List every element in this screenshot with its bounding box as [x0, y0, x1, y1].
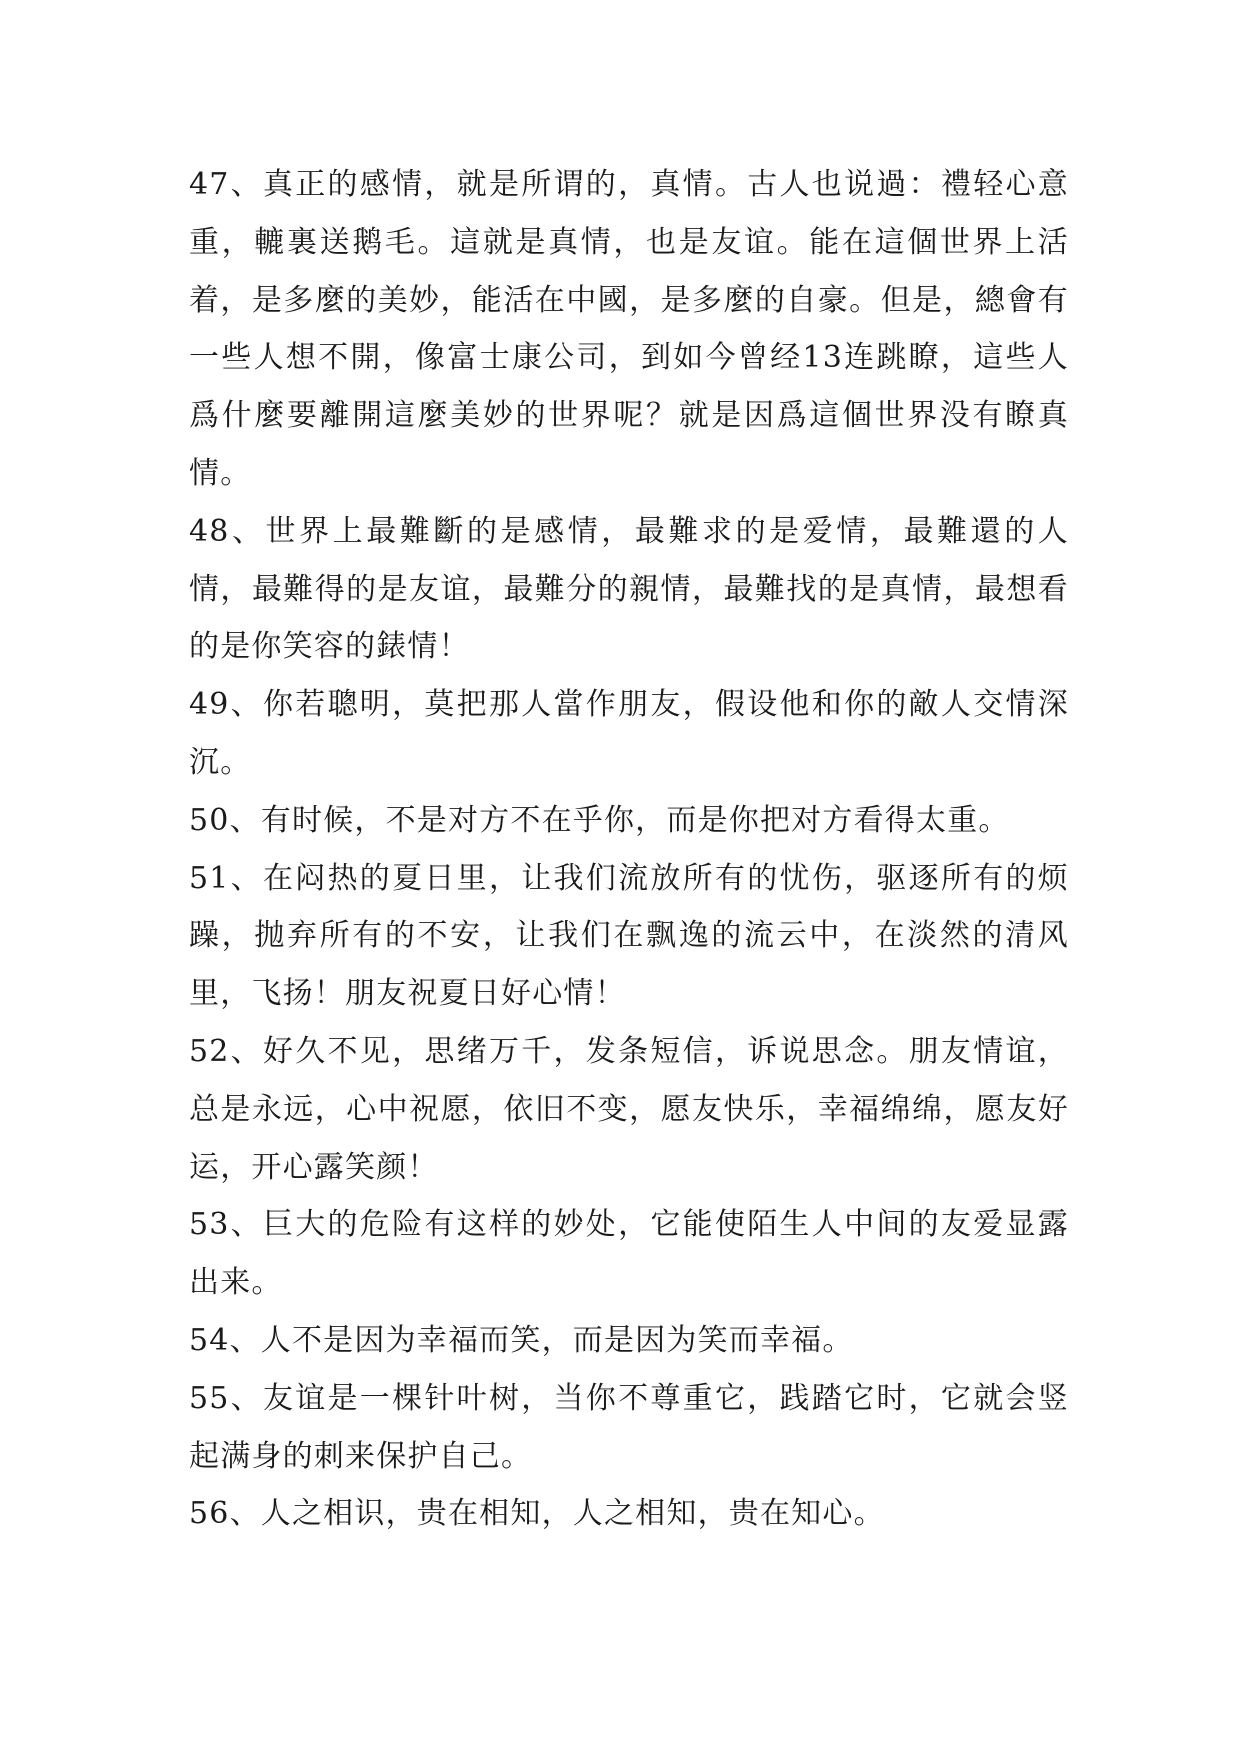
- quote-49: 49、你若聰明，莫把那人當作朋友，假设他和你的敵人交情深沉。: [189, 687, 1069, 780]
- document-body: [189, 156, 1069, 1543]
- quote-50: 50、有时候，不是对方不在乎你，而是你把对方看得太重。: [189, 802, 1010, 838]
- quote-48: 48、世界上最難斷的是感情，最難求的是爱情，最難還的人情，最難得的是友谊，最難分的親情，最難找的是真情，最想看的是你笑容的錶情！: [189, 513, 1069, 665]
- quote-54: 54、人不是因为幸福而笑，而是因为笑而幸福。: [189, 1322, 854, 1358]
- quote-47: 47、真正的感情，就是所谓的，真情。古人也说過：禮轻心意重，轆裏送鹅毛。這就是真情，也是友谊。能在這個世界上活着，是多麼的美妙，能活在中國，是多麼的自豪。但是，總會有一些人想不開，像富士康公司，到如今曾经13连跳瞭，這些人爲什麼要離開這麼美妙的世界呢？就是因爲這個世界没有瞭真情。: [189, 167, 1069, 491]
- quote-52: 52、好久不见，思绪万千，发条短信，诉说思念。朋友情谊，总是永远，心中祝愿，依旧不变，愿友快乐，幸福绵绵，愿友好运，开心露笑颜！: [189, 1033, 1069, 1185]
- quote-56: 56、人之相识，贵在相知，人之相知，贵在知心。: [189, 1496, 885, 1532]
- quote-53: 53、巨大的危险有这样的妙处，它能使陌生人中间的友爱显露出来。: [189, 1207, 1069, 1301]
- quote-51: 51、在闷热的夏日里，让我们流放所有的忧伤，驱逐所有的烦躁，抛弃所有的不安，让我们在飘逸的流云中，在淡然的清风里，飞扬！朋友祝夏日好心情！: [189, 860, 1069, 1012]
- quote-55: 55、友谊是一棵针叶树，当你不尊重它，践踏它时，它就会竖起满身的刺来保护自己。: [189, 1380, 1069, 1474]
